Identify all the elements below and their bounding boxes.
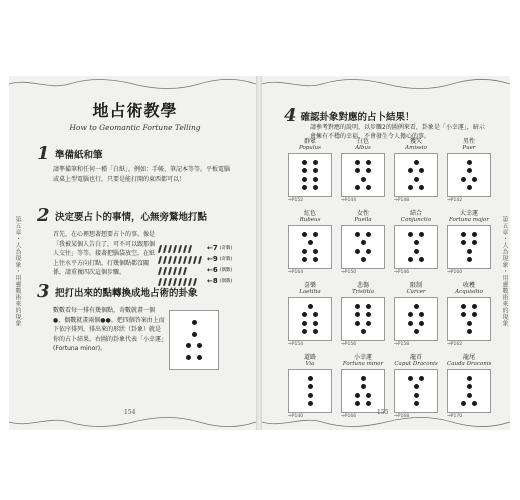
figure-chinese-name: 獲失 — [409, 138, 422, 145]
vine-ornament-bottom — [9, 416, 256, 428]
figure-chinese-name: 龍尾 — [462, 354, 475, 361]
figure-chinese-name: 限制 — [409, 282, 422, 289]
figure-dot — [361, 240, 366, 245]
figure-dot — [419, 168, 424, 173]
figure-dot — [414, 393, 419, 398]
figure-chinese-name: 道路 — [303, 354, 316, 361]
figure-page-ref: ⇒P170 — [447, 414, 463, 419]
figure-box — [341, 153, 385, 197]
figure-latin-name: Laetitia — [299, 289, 321, 295]
example-figure-fortuna-minor — [169, 310, 219, 370]
figure-dot — [361, 257, 366, 262]
figure-dot — [414, 401, 419, 406]
figure-dot — [461, 240, 466, 245]
figure-dot — [355, 304, 360, 309]
figure-dots — [289, 226, 331, 268]
figure-dot — [461, 177, 466, 182]
count-row: ← 9 (奇數) — [207, 254, 233, 263]
figure-latin-name: Cauda Draconis — [447, 361, 492, 367]
figure-dot — [408, 376, 413, 381]
figure-chinese-name: 紅色 — [303, 210, 316, 217]
count-row: ← 8 (偶數) — [207, 276, 233, 285]
figure-dot — [366, 232, 371, 237]
figure-box — [394, 369, 438, 413]
chapter-side-text: 第五章・人為現象・用靈數術來的現象 — [14, 216, 21, 327]
stroke-mark — [178, 267, 182, 275]
figure-dot — [308, 384, 313, 389]
figure-dot — [313, 232, 318, 237]
figure-page-ref: ⇒P166 — [341, 414, 357, 419]
step-number: 1 — [37, 143, 50, 164]
figure-dot — [366, 304, 371, 309]
figure-chinese-name: 大幸運 — [459, 210, 478, 217]
figure-page-ref: ⇒P154 — [288, 342, 304, 347]
figure-dot — [313, 168, 318, 173]
figure-latin-name: Fortuna minor — [342, 361, 384, 367]
figure-dot — [366, 401, 371, 406]
stroke-row — [159, 243, 207, 254]
stroke-mark — [183, 267, 187, 275]
figure-dots — [395, 298, 437, 340]
count-row: ← 6 (偶數) — [207, 265, 233, 274]
stroke-mark — [168, 256, 172, 264]
page-number: 155 — [377, 409, 389, 416]
stroke-mark — [163, 256, 167, 264]
figure-dot — [186, 355, 191, 360]
count-value: 9 — [212, 254, 218, 263]
figure-dot — [366, 160, 371, 165]
figure-dot — [361, 329, 366, 334]
stroke-mark — [193, 256, 197, 264]
figure-dot — [414, 240, 419, 245]
figure-box — [288, 225, 332, 269]
figure-dot — [419, 321, 424, 326]
figure-box — [394, 297, 438, 341]
figure-dots — [289, 298, 331, 340]
figure-dots — [395, 154, 437, 196]
figure-dot — [313, 257, 318, 262]
figure-box — [341, 225, 385, 269]
figure-dot — [419, 376, 424, 381]
figure-dot — [467, 376, 472, 381]
step-1-heading — [37, 143, 103, 164]
stroke-mark — [163, 245, 167, 253]
figure-dot — [308, 240, 313, 245]
step-title: 準備紙和筆 — [55, 149, 103, 161]
figure-latin-name: Puella — [354, 217, 372, 223]
figure-card — [394, 210, 438, 275]
count-parity: (偶數) — [219, 278, 233, 284]
figure-card — [288, 138, 332, 203]
count-parity: (奇數) — [219, 256, 233, 262]
figure-dot — [467, 168, 472, 173]
figure-page-ref: ⇒P156 — [341, 342, 357, 347]
figure-chinese-name: 女性 — [356, 210, 369, 217]
figure-dot — [366, 249, 371, 254]
figure-card — [447, 138, 491, 203]
figure-dot — [408, 312, 413, 317]
figure-dot — [366, 312, 371, 317]
step-title: 決定要占卜的事情，心無旁騖地打點 — [55, 211, 208, 223]
stroke-mark — [188, 256, 192, 264]
figure-dot — [313, 312, 318, 317]
stroke-mark — [198, 256, 202, 264]
stroke-mark — [158, 256, 162, 264]
figure-dot — [361, 384, 366, 389]
figure-dot — [186, 343, 191, 348]
figure-dot — [302, 312, 307, 317]
figure-dot — [366, 321, 371, 326]
figure-card — [447, 354, 491, 419]
figure-dots — [289, 370, 331, 412]
count-parity: (偶數) — [219, 267, 233, 273]
figure-chinese-name: 男性 — [462, 138, 475, 145]
figure-card — [288, 282, 332, 347]
stroke-mark — [173, 256, 177, 264]
figure-dot — [308, 393, 313, 398]
figure-card — [341, 138, 385, 203]
figure-dot — [461, 232, 466, 237]
figure-page-ref: ⇒P162 — [447, 342, 463, 347]
figure-box — [288, 297, 332, 341]
figure-dot — [472, 304, 477, 309]
vine-ornament-top — [262, 78, 510, 90]
figure-dot — [302, 160, 307, 165]
figure-dot — [308, 401, 313, 406]
stroke-mark — [178, 256, 182, 264]
figure-dot — [302, 177, 307, 182]
figure-dot — [472, 312, 477, 317]
stroke-mark — [183, 245, 187, 253]
figure-dots — [342, 154, 384, 196]
figure-card — [394, 282, 438, 347]
figure-box — [341, 369, 385, 413]
figure-dot — [355, 401, 360, 406]
figure-dots — [395, 226, 437, 268]
figure-latin-name: Amissio — [405, 145, 427, 151]
figure-box — [447, 369, 491, 413]
figure-page-ref: ⇒P148 — [394, 198, 410, 203]
figure-dot — [408, 168, 413, 173]
figure-dots — [342, 226, 384, 268]
stroke-mark — [183, 256, 187, 264]
figure-dot — [414, 249, 419, 254]
step-2-heading — [37, 205, 207, 226]
figure-dot — [366, 393, 371, 398]
figure-page-ref: ⇒P140 — [288, 414, 304, 419]
figure-latin-name: Conjunctio — [400, 217, 432, 223]
figure-page-ref: ⇒P142 — [447, 198, 463, 203]
figure-dot — [302, 329, 307, 334]
figure-dot — [308, 304, 313, 309]
figure-dots — [289, 154, 331, 196]
step-title: 確認卦象對應的占卜結果！ — [300, 111, 415, 123]
figure-dot — [461, 312, 466, 317]
figure-latin-name: Via — [305, 361, 315, 367]
stroke-mark — [188, 245, 192, 253]
figure-latin-name: Puer — [462, 145, 476, 151]
figure-dot — [302, 232, 307, 237]
page-title: 地占術教學 — [92, 101, 178, 120]
figure-dots — [448, 226, 490, 268]
figure-dot — [408, 232, 413, 237]
stroke-mark — [173, 245, 177, 253]
figure-card — [447, 210, 491, 275]
figure-dot — [366, 168, 371, 173]
figure-dot — [355, 312, 360, 317]
figure-dot — [313, 249, 318, 254]
stroke-counts — [207, 242, 253, 286]
figure-dot — [461, 304, 466, 309]
figure-latin-name: Populus — [299, 145, 321, 151]
count-value: 8 — [212, 276, 218, 285]
figure-latin-name: Rubeus — [299, 217, 321, 223]
figure-chinese-name: 結合 — [409, 210, 422, 217]
figure-chinese-name: 悲傷 — [356, 282, 369, 289]
figure-dot — [313, 177, 318, 182]
figure-page-ref: ⇒P160 — [447, 270, 463, 275]
count-row: ← 7 (奇數) — [207, 243, 233, 252]
page-subtitle: How to Geomantic Fortune Telling — [69, 123, 201, 132]
figure-dot — [192, 320, 197, 325]
stroke-mark — [163, 267, 167, 275]
figure-box — [288, 369, 332, 413]
figure-card — [341, 210, 385, 275]
figure-page-ref: ⇒P164 — [288, 270, 304, 275]
step-2-text: 首先，在心裡想著想要占卜的事。像是「我被某個人告白了，可不可以跟那個人交往」等等。接著把腦袋放空，在紙上往水平方向打點，打幾個點都沒關係，請重複四次這個步驟。 — [53, 231, 156, 276]
figure-latin-name: Acquisitio — [455, 289, 483, 295]
figure-dot — [419, 185, 424, 190]
figure-dots — [342, 370, 384, 412]
stroke-mark — [168, 245, 172, 253]
figure-card — [394, 138, 438, 203]
figure-dot — [197, 343, 202, 348]
figure-dots — [170, 311, 218, 369]
figure-dot — [461, 401, 466, 406]
figure-dot — [361, 376, 366, 381]
figure-dot — [472, 232, 477, 237]
figure-dot — [192, 332, 197, 337]
figure-dot — [419, 312, 424, 317]
figure-dot — [302, 257, 307, 262]
step-3-text: 數數看每一排有幾個點，奇數就畫一個●，偶數就畫兩個●●。把四個答案由上而下依序排列，排出來的形狀（卦象）就是你的占卜結果。右圖的卦象代表「小幸運」(Fortuna minor)。 — [53, 307, 165, 352]
count-parity: (奇數) — [219, 245, 233, 251]
step-number: 2 — [37, 205, 50, 226]
figure-chinese-name: 小幸運 — [353, 354, 372, 361]
figure-dot — [355, 185, 360, 190]
figure-card — [288, 210, 332, 275]
figure-chinese-name: 龍首 — [409, 354, 422, 361]
figure-dots — [395, 370, 437, 412]
step-1-text: 請準備筆和任何一種「白紙」，例如：手帳、筆記本等等。平板電腦或桌上型電腦也行，只要是能打開的東西都可以！ — [53, 166, 231, 183]
figure-dot — [414, 177, 419, 182]
page-number: 154 — [124, 409, 136, 416]
figure-dot — [472, 240, 477, 245]
figure-chinese-name: 收穫 — [462, 282, 475, 289]
count-value: 6 — [212, 265, 218, 274]
figure-dot — [361, 177, 366, 182]
figure-box — [447, 153, 491, 197]
figure-dot — [414, 160, 419, 165]
figure-dot — [302, 185, 307, 190]
chapter-side-text: 第五章・人為現象・用靈數術來的現象 — [501, 216, 508, 327]
figure-page-ref: ⇒P144 — [341, 198, 357, 203]
figure-dot — [408, 321, 413, 326]
figure-dot — [472, 401, 477, 406]
figure-dot — [313, 321, 318, 326]
figure-dot — [355, 321, 360, 326]
stroke-mark — [173, 267, 177, 275]
figure-card — [394, 354, 438, 419]
figure-dot — [355, 249, 360, 254]
figure-dot — [313, 329, 318, 334]
stroke-mark — [178, 245, 182, 253]
figure-page-ref: ⇒P158 — [394, 342, 410, 347]
figure-dot — [467, 257, 472, 262]
figure-dot — [414, 329, 419, 334]
figure-dots — [342, 298, 384, 340]
figure-dot — [467, 160, 472, 165]
figure-dot — [467, 384, 472, 389]
stroke-mark — [168, 267, 172, 275]
step-number: 4 — [284, 105, 297, 126]
figure-page-ref: ⇒P152 — [288, 198, 304, 203]
figure-chinese-name: 喜樂 — [303, 282, 316, 289]
figure-dot — [197, 355, 202, 360]
step-4-text: 請參考對應的說明，以步驟2的圖例來看，卦象是「小幸運」，暗示會擁有不穩的幸福，不會發生令人擔心的事。 — [310, 124, 485, 140]
figure-dot — [419, 232, 424, 237]
figure-box — [394, 153, 438, 197]
figure-dot — [313, 185, 318, 190]
figure-dot — [414, 384, 419, 389]
figure-dot — [419, 257, 424, 262]
figure-dots — [448, 370, 490, 412]
figure-dot — [313, 160, 318, 165]
vine-ornament-top — [9, 78, 256, 90]
figure-dot — [355, 232, 360, 237]
figure-dot — [408, 257, 413, 262]
stroke-mark — [158, 245, 162, 253]
stroke-row — [159, 254, 207, 265]
figure-box — [394, 225, 438, 269]
figure-latin-name: Tristitia — [351, 289, 375, 295]
figure-page-ref: ⇒P150 — [341, 270, 357, 275]
figure-latin-name: Carcer — [406, 289, 426, 295]
figure-dot — [308, 376, 313, 381]
figure-dots — [448, 298, 490, 340]
figure-latin-name: Albus — [355, 145, 371, 151]
figure-card — [288, 354, 332, 419]
figure-chinese-name: 群眾 — [303, 138, 316, 145]
figure-box — [288, 153, 332, 197]
count-value: 7 — [212, 243, 218, 252]
figure-box — [341, 297, 385, 341]
figure-page-ref: ⇒P146 — [394, 270, 410, 275]
figure-latin-name: Fortuna major — [449, 217, 489, 223]
figure-dot — [467, 321, 472, 326]
left-page — [9, 76, 256, 430]
figure-chinese-name: 白色 — [356, 138, 369, 145]
figure-dot — [355, 393, 360, 398]
figure-dot — [472, 177, 477, 182]
figure-dot — [467, 329, 472, 334]
stroke-mark — [158, 267, 162, 275]
step-title: 把打出來的點轉換成地占術的卦象 — [55, 287, 198, 299]
figure-dot — [302, 168, 307, 173]
figure-dot — [355, 160, 360, 165]
stroke-row — [159, 265, 207, 276]
figure-box — [447, 297, 491, 341]
figure-card — [341, 282, 385, 347]
step-3-heading — [37, 281, 198, 302]
figure-box — [447, 225, 491, 269]
figure-latin-name: Caput Draconis — [394, 361, 438, 367]
figure-dot — [355, 168, 360, 173]
figure-dot — [414, 304, 419, 309]
figure-dot — [302, 249, 307, 254]
figure-dot — [366, 185, 371, 190]
figure-dot — [302, 321, 307, 326]
figure-dots — [448, 154, 490, 196]
right-page — [262, 76, 510, 430]
step-number: 3 — [37, 281, 50, 302]
figure-card — [447, 282, 491, 347]
figure-dot — [467, 393, 472, 398]
figure-dot — [467, 249, 472, 254]
figure-page-ref: ⇒P168 — [394, 414, 410, 419]
figure-dot — [408, 185, 413, 190]
figure-dot — [467, 185, 472, 190]
